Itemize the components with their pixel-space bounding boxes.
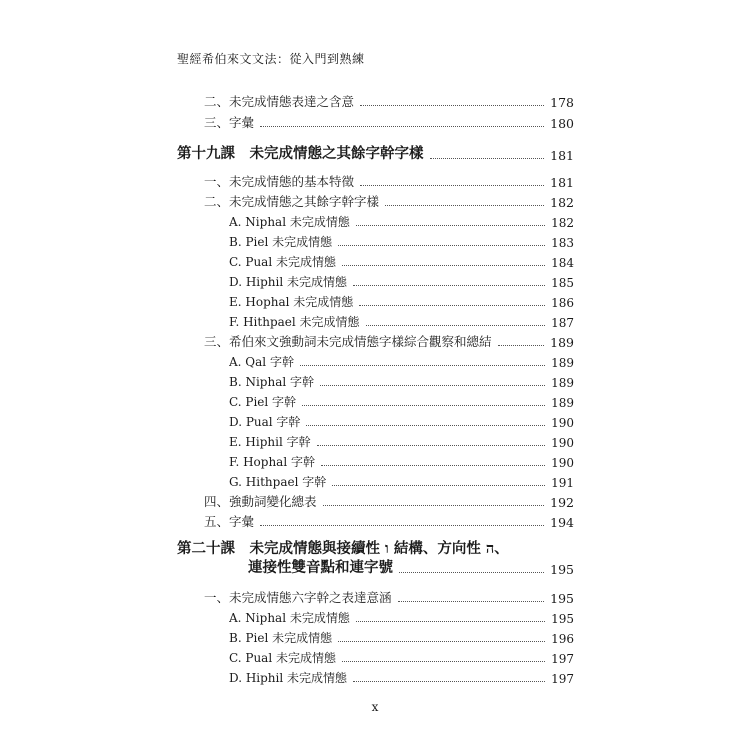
toc-entry-label: E. Hiphil 字幹 (229, 435, 311, 449)
toc-entry-label: A. Niphal 未完成情態 (229, 611, 350, 625)
toc-subentry (229, 392, 574, 410)
toc-entry-page: 191 (551, 476, 574, 490)
dot-leader (430, 157, 545, 159)
toc-subentry (229, 272, 574, 290)
chapter-heading (177, 143, 574, 163)
toc-entry-page: 189 (551, 396, 574, 410)
dot-leader (260, 524, 544, 526)
toc-entry (204, 332, 574, 350)
toc-subentry (229, 292, 574, 310)
toc-entry-label: B. Niphal 字幹 (229, 375, 315, 389)
dot-leader (353, 680, 545, 682)
toc-subentry (229, 452, 574, 470)
running-head: 聖經希伯來文文法：從入門到熟練 (177, 52, 365, 66)
toc-entry-page: 183 (551, 236, 574, 250)
toc-subentry (229, 312, 574, 330)
toc-entry (204, 192, 574, 210)
toc-subentry (229, 628, 574, 646)
dot-leader (317, 444, 546, 446)
dot-leader (300, 364, 545, 366)
toc-entry-page: 185 (551, 276, 574, 290)
dot-leader (323, 504, 545, 506)
chapter-title: 連接性雙音點和連字號 (248, 559, 393, 576)
toc-entry-page: 182 (550, 195, 574, 210)
toc-subentry (229, 352, 574, 370)
toc-entry-page: 178 (550, 95, 574, 110)
toc-entry-label: 五、字彙 (204, 514, 255, 529)
toc-subentry (229, 372, 574, 390)
toc-entry-label: 二、未完成情態之其餘字幹字樣 (204, 194, 380, 209)
toc-entry (204, 588, 574, 606)
toc-entry (204, 92, 574, 110)
dot-leader (260, 125, 544, 127)
toc-entry-page: 190 (551, 416, 574, 430)
toc-entry (204, 492, 574, 510)
toc-entry-page: 197 (551, 652, 574, 666)
toc-entry-label: A. Qal 字幹 (229, 355, 294, 369)
toc-entry-page: 189 (550, 335, 574, 350)
toc-entry-label: F. Hophal 字幹 (229, 455, 315, 469)
toc-subentry (229, 608, 574, 626)
dot-leader (338, 244, 545, 246)
chapter-heading-continued (248, 557, 574, 577)
toc-entry-label: 三、希伯來文強動詞未完成情態字樣綜合觀察和總結 (204, 334, 492, 349)
toc-entry-page: 190 (551, 436, 574, 450)
toc-subentry (229, 648, 574, 666)
dot-leader (399, 571, 544, 573)
toc-entry-page: 196 (551, 632, 574, 646)
toc-entry-page: 187 (551, 316, 574, 330)
toc-entry-page: 180 (550, 116, 574, 131)
dot-leader (332, 484, 545, 486)
toc-entry-label: 三、字彙 (204, 115, 255, 130)
toc-entry-label: 一、未完成情態六字幹之表達意涵 (204, 590, 392, 605)
toc-entry-label: F. Hithpael 未完成情態 (229, 315, 360, 329)
dot-leader (366, 324, 546, 326)
toc-entry-page: 197 (551, 672, 574, 686)
page-number: x (371, 700, 379, 714)
toc-entry-page: 190 (551, 456, 574, 470)
toc-entry-label: 二、未完成情態表達之含意 (204, 94, 355, 109)
toc-entry (204, 512, 574, 530)
chapter-heading (177, 537, 509, 558)
toc-subentry (229, 432, 574, 450)
toc-entry-page: 184 (551, 256, 574, 270)
toc-entry-page: 181 (550, 175, 574, 190)
toc-entry-label: D. Hiphil 未完成情態 (229, 671, 348, 685)
chapter-page: 181 (550, 148, 574, 163)
toc-entry-page: 195 (551, 612, 574, 626)
toc-entry-label: C. Piel 字幹 (229, 395, 297, 409)
toc-subentry (229, 668, 574, 686)
toc-entry-page: 192 (550, 495, 574, 510)
dot-leader (320, 384, 545, 386)
dot-leader (306, 424, 545, 426)
toc-subentry (229, 412, 574, 430)
dot-leader (385, 204, 544, 206)
dot-leader (342, 264, 545, 266)
toc-entry-page: 195 (550, 591, 574, 606)
toc-subentry (229, 472, 574, 490)
dot-leader (302, 404, 545, 406)
chapter-page: 195 (550, 562, 574, 577)
toc-entry-label: C. Pual 未完成情態 (229, 255, 336, 269)
dot-leader (338, 640, 545, 642)
toc-entry-label: A. Niphal 未完成情態 (229, 215, 350, 229)
toc-entry-label: 四、強動詞變化總表 (204, 494, 317, 509)
dot-leader (498, 344, 545, 346)
toc-subentry (229, 232, 574, 250)
dot-leader (360, 184, 544, 186)
toc-entry-label: D. Pual 字幹 (229, 415, 301, 429)
toc-entry-page: 189 (551, 356, 574, 370)
chapter-title: 第二十課 未完成情態與接續性 ו 結構、方向性 ה、 (177, 540, 509, 557)
dot-leader (398, 600, 545, 602)
toc-entry-page: 189 (551, 376, 574, 390)
chapter-title: 第十九課 未完成情態之其餘字幹字樣 (177, 145, 424, 162)
toc-entry (204, 113, 574, 131)
toc-entry-label: B. Piel 未完成情態 (229, 631, 333, 645)
toc-entry-page: 182 (551, 216, 574, 230)
toc-entry-label: D. Hiphil 未完成情態 (229, 275, 348, 289)
toc-entry-label: G. Hithpael 字幹 (229, 475, 327, 489)
toc-entry-label: B. Piel 未完成情態 (229, 235, 333, 249)
dot-leader (353, 284, 545, 286)
dot-leader (356, 224, 545, 226)
dot-leader (321, 464, 545, 466)
toc-entry-page: 186 (551, 296, 574, 310)
toc-entry-label: C. Pual 未完成情態 (229, 651, 336, 665)
toc-entry-label: E. Hophal 未完成情態 (229, 295, 354, 309)
toc-entry-page: 194 (550, 515, 574, 530)
dot-leader (356, 620, 545, 622)
dot-leader (360, 104, 544, 106)
dot-leader (359, 304, 545, 306)
toc-entry (204, 172, 574, 190)
toc-subentry (229, 212, 574, 230)
dot-leader (342, 660, 545, 662)
toc-entry-label: 一、未完成情態的基本特徵 (204, 174, 355, 189)
toc-subentry (229, 252, 574, 270)
